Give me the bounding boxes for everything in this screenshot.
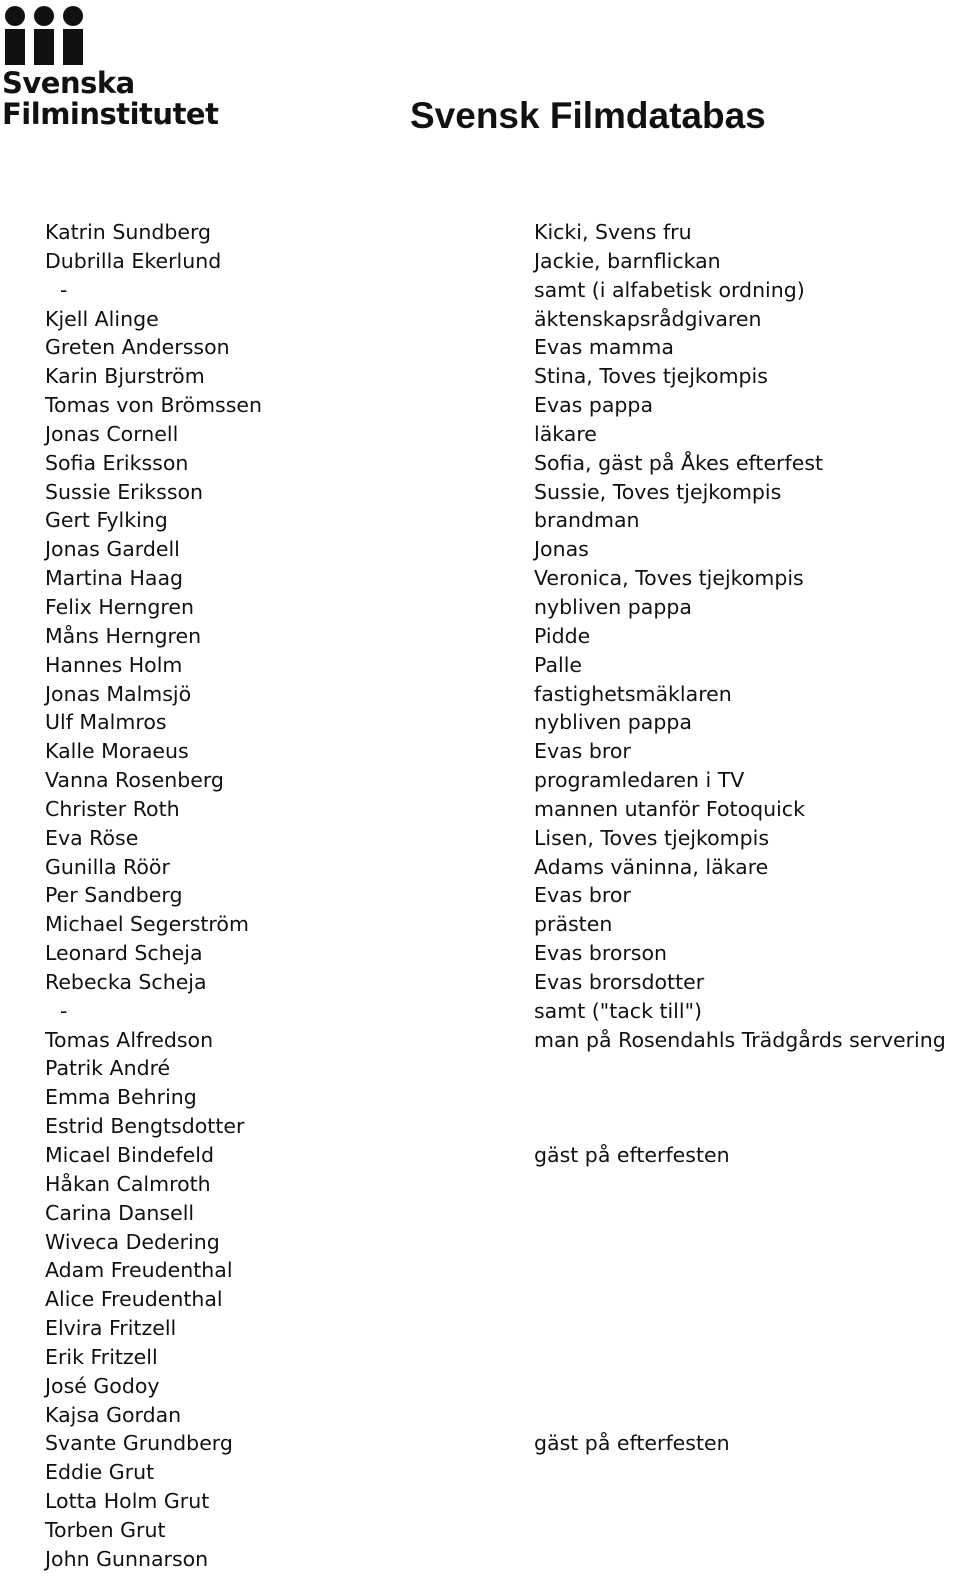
- svenska-filminstitutet-logo-icon: [4, 4, 86, 66]
- cast-role: brandman: [534, 508, 640, 533]
- cast-name: Christer Roth: [45, 796, 180, 821]
- cast-name: Håkan Calmroth: [45, 1171, 211, 1196]
- cast-role: Sofia, gäst på Åkes efterfest: [534, 450, 824, 475]
- logo-line-1: Svenska: [2, 66, 135, 100]
- cast-role: Stina, Toves tjejkompis: [534, 364, 768, 389]
- cast-name: Elvira Fritzell: [45, 1316, 177, 1341]
- cast-role: Adams väninna, läkare: [534, 854, 769, 879]
- logo-wordmark: [2, 68, 218, 130]
- credit-row: [0, 1112, 960, 1141]
- cast-role: Evas bror: [534, 883, 631, 908]
- cast-role: mannen utanför Fotoquick: [534, 796, 805, 821]
- cast-role: Evas pappa: [534, 393, 654, 418]
- credit-row: [0, 824, 960, 853]
- credit-row: [0, 391, 960, 420]
- cast-name: Hannes Holm: [45, 652, 183, 677]
- logo: [2, 2, 217, 134]
- cast-name: -: [60, 277, 68, 302]
- cast-name: Jonas Malmsjö: [45, 681, 192, 706]
- credit-row: [0, 1054, 960, 1083]
- cast-name: Jonas Cornell: [45, 421, 179, 446]
- credit-row: [0, 766, 960, 795]
- cast-name: Greten Andersson: [45, 335, 230, 360]
- cast-name: Felix Herngren: [45, 594, 195, 619]
- credit-row: [0, 420, 960, 449]
- credit-row: [0, 1401, 960, 1430]
- cast-name: Carina Dansell: [45, 1200, 195, 1225]
- credit-row: [0, 1256, 960, 1285]
- cast-name: Kjell Alinge: [45, 306, 159, 331]
- cast-name: Kalle Moraeus: [45, 739, 189, 764]
- credit-row: [0, 593, 960, 622]
- cast-name: Eva Röse: [45, 825, 139, 850]
- credit-row: [0, 449, 960, 478]
- credit-row: [0, 1285, 960, 1314]
- cast-role: Sussie, Toves tjejkompis: [534, 479, 782, 504]
- credit-row: [0, 333, 960, 362]
- cast-name: Tomas Alfredson: [45, 1027, 214, 1052]
- cast-name: Eddie Grut: [45, 1460, 155, 1485]
- credit-row: [0, 1343, 960, 1372]
- cast-name: Adam Freudenthal: [45, 1258, 233, 1283]
- credit-row: [0, 997, 960, 1026]
- cast-name: Katrin Sundberg: [45, 220, 212, 244]
- credit-row: [0, 218, 960, 247]
- credit-row: [0, 1458, 960, 1487]
- cast-role: programledaren i TV: [534, 768, 745, 793]
- cast-name: Sussie Eriksson: [45, 479, 204, 504]
- credit-row: [0, 506, 960, 535]
- cast-name: Torben Grut: [45, 1517, 166, 1542]
- credit-row: [0, 1487, 960, 1516]
- cast-name: Sofia Eriksson: [45, 450, 189, 475]
- cast-role: Evas bror: [534, 739, 631, 764]
- cast-name: Svante Grundberg: [45, 1431, 233, 1456]
- cast-name: Jonas Gardell: [45, 537, 180, 562]
- cast-role: Kicki, Svens fru: [534, 220, 692, 244]
- credit-row: [0, 1170, 960, 1199]
- cast-role: läkare: [534, 421, 597, 446]
- credit-row: [0, 362, 960, 391]
- credit-row: [0, 910, 960, 939]
- credit-row: [0, 1314, 960, 1343]
- cast-name: Karin Bjurström: [45, 364, 205, 389]
- cast-name: John Gunnarson: [45, 1546, 209, 1571]
- credit-row: [0, 1372, 960, 1401]
- cast-name: Måns Herngren: [45, 623, 202, 648]
- cast-name: Estrid Bengtsdotter: [45, 1114, 245, 1139]
- credits-list: [0, 218, 960, 1574]
- cast-role: prästen: [534, 912, 613, 937]
- credit-row: [0, 1199, 960, 1228]
- cast-name: Wiveca Dedering: [45, 1229, 220, 1254]
- cast-role: Pidde: [534, 623, 591, 648]
- credit-row: [0, 680, 960, 709]
- cast-role: Lisen, Toves tjejkompis: [534, 825, 770, 850]
- cast-name: Leonard Scheja: [45, 941, 203, 966]
- credit-row: [0, 478, 960, 507]
- credit-row: [0, 795, 960, 824]
- cast-name: Tomas von Brömssen: [45, 393, 263, 418]
- credit-row: [0, 853, 960, 882]
- logo-line-2: Filminstitutet: [2, 97, 219, 131]
- cast-name: Emma Behring: [45, 1085, 197, 1110]
- credit-row: [0, 1026, 960, 1055]
- cast-role: Evas brorsdotter: [534, 969, 705, 994]
- cast-role: Jonas: [534, 537, 589, 562]
- credit-row: [0, 1429, 960, 1458]
- credit-row: [0, 881, 960, 910]
- cast-role: äktenskapsrådgivaren: [534, 306, 762, 331]
- credit-row: [0, 708, 960, 737]
- credit-row: [0, 1545, 960, 1574]
- cast-name: Gunilla Röör: [45, 854, 170, 879]
- cast-role: gäst på efterfesten: [534, 1431, 730, 1456]
- cast-name: Erik Fritzell: [45, 1344, 158, 1369]
- cast-role: Palle: [534, 652, 583, 677]
- cast-role: nybliven pappa: [534, 594, 692, 619]
- credit-row: [0, 1141, 960, 1170]
- cast-role: Evas brorson: [534, 941, 668, 966]
- credit-row: [0, 276, 960, 305]
- cast-name: -: [60, 998, 68, 1023]
- credit-row: [0, 737, 960, 766]
- cast-role: Veronica, Toves tjejkompis: [534, 566, 804, 591]
- cast-role: gäst på efterfesten: [534, 1143, 730, 1167]
- credit-row: [0, 1228, 960, 1257]
- credit-row: [0, 651, 960, 680]
- credit-row: [0, 939, 960, 968]
- cast-role: samt (i alfabetisk ordning): [534, 277, 805, 302]
- cast-name: Vanna Rosenberg: [45, 768, 224, 793]
- cast-name: Kajsa Gordan: [45, 1402, 182, 1427]
- credit-row: [0, 622, 960, 651]
- cast-name: Martina Haag: [45, 566, 184, 591]
- cast-name: Lotta Holm Grut: [45, 1489, 210, 1514]
- cast-name: Patrik André: [45, 1056, 171, 1081]
- cast-role: fastighetsmäklaren: [534, 681, 732, 706]
- cast-name: Micael Bindefeld: [45, 1143, 214, 1167]
- cast-role: man på Rosendahls Trädgårds servering: [534, 1027, 946, 1052]
- cast-name: Ulf Malmros: [45, 710, 167, 735]
- credit-row: [0, 305, 960, 334]
- credit-row: [0, 968, 960, 997]
- cast-role: nybliven pappa: [534, 710, 692, 735]
- credit-row: [0, 1516, 960, 1545]
- cast-name: Per Sandberg: [45, 883, 183, 908]
- cast-name: Dubrilla Ekerlund: [45, 248, 222, 273]
- cast-role: samt ("tack till"): [534, 998, 703, 1023]
- cast-name: Rebecka Scheja: [45, 969, 207, 994]
- cast-name: Alice Freudenthal: [45, 1287, 223, 1312]
- credit-row: [0, 535, 960, 564]
- cast-name: Gert Fylking: [45, 508, 168, 533]
- cast-role: Evas mamma: [534, 335, 674, 360]
- credit-row: [0, 564, 960, 593]
- cast-role: Jackie, barnflickan: [534, 248, 721, 273]
- cast-name: Michael Segerström: [45, 912, 249, 937]
- page-title: Svensk Filmdatabas: [410, 95, 766, 136]
- credit-row: [0, 1083, 960, 1112]
- credit-row: [0, 247, 960, 276]
- cast-name: José Godoy: [45, 1373, 160, 1398]
